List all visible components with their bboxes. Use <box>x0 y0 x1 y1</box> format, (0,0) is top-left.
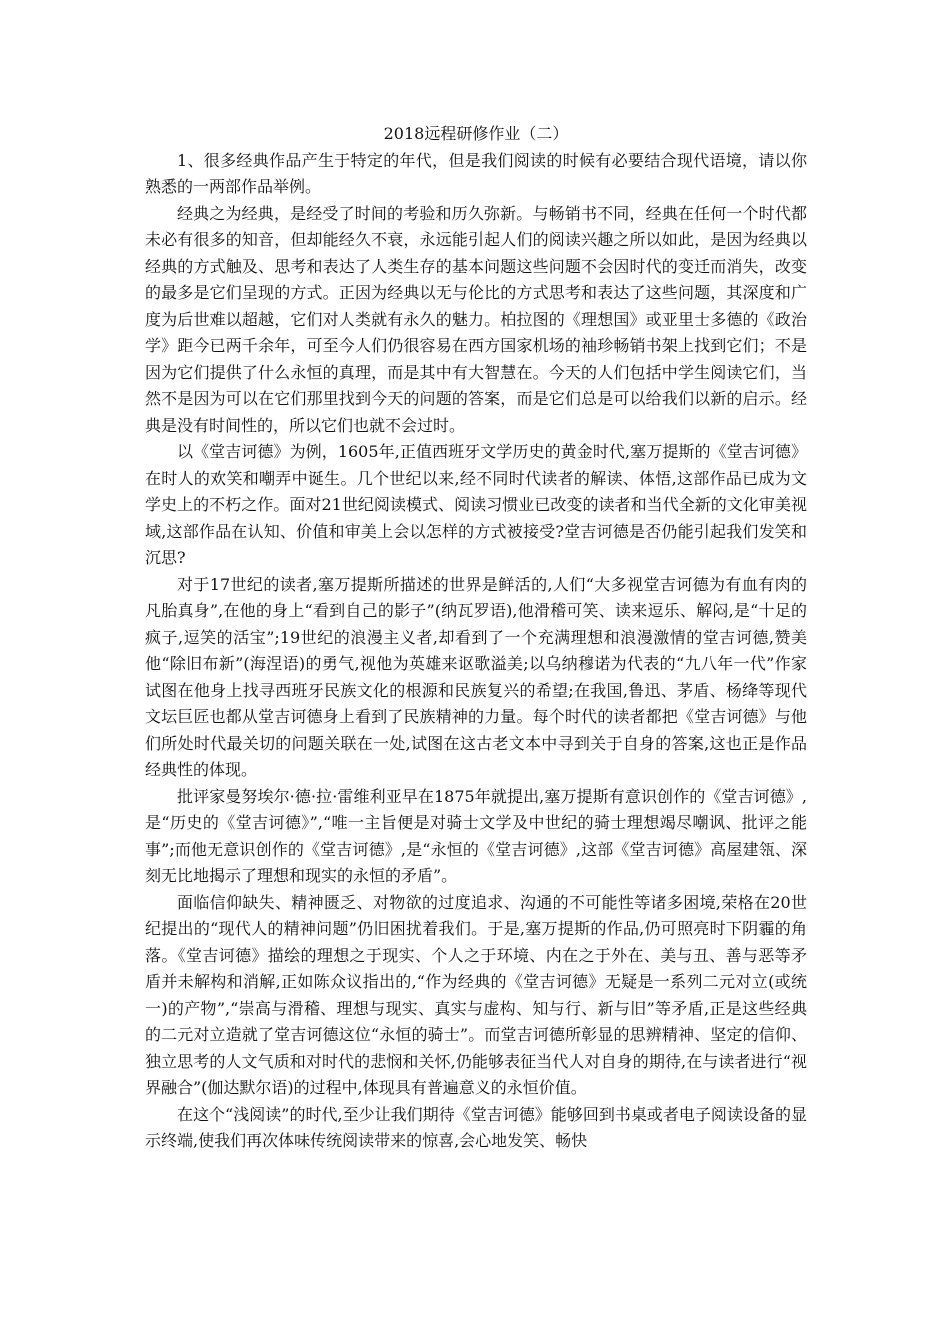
body-paragraph: 在这个“浅阅读”的时代,至少让我们期待《堂吉诃德》能够回到书桌或者电子阅读设备的显示终端,使我们再次体味传统阅读带来的惊喜,会心地发笑、畅快 <box>145 1104 807 1150</box>
body-paragraph: 批评家曼努埃尔·德·拉·雷维利亚早在1875年就提出,塞万提斯有意识创作的《堂吉诃德》,是“历史的《堂吉诃德》”,“唯一主旨便是对骑士文学及中世纪的骑士理想竭尽嘲讽、批评之能事”;而他无意识创作的《堂吉诃德》,是“永恒的《堂吉诃德》,这部《堂吉诃德》高屋建瓴、深刻无比地揭示了理想和现实的永恒的矛盾”。 <box>145 786 807 885</box>
body-paragraph: 对于17世纪的读者,塞万提斯所描述的世界是鲜活的,人们“大多视堂吉诃德为有血有肉的凡胎真身”,在他的身上“看到自己的影子”(纳瓦罗语),他滑稽可笑、读来逗乐、解闷,是“十足的疯子,逗笑的活宝”;19世纪的浪漫主义者,却看到了一个充满理想和浪漫激情的堂吉诃德,赞美他“除旧布新”(海涅语)的勇气,视他为英雄来讴歌溢美;以乌纳穆诺为代表的“九八年一代”作家试图在他身上找寻西班牙民族文化的根源和民族复兴的希望;在我国,鲁迅、茅盾、杨绛等现代文坛巨匠也都从堂吉诃德身上看到了民族精神的力量。每个时代的读者都把《堂吉诃德》与他们所处时代最关切的问题关联在一处,试图在这古老文本中寻到关于自身的答案,这也正是作品经典性的体现。 <box>145 574 807 779</box>
body-paragraph: 面临信仰缺失、精神匮乏、对物欲的过度追求、沟通的不可能性等诸多困境,荣格在20世纪提出的“现代人的精神问题”仍旧困扰着我们。于是,塞万提斯的作品,仍可照亮时下阴霾的角落。《堂吉诃德》描绘的理想之于现实、个人之于环境、内在之于外在、美与丑、善与恶等矛盾并未解构和消解,正如陈众议指出的,“作为经典的《堂吉诃德》无疑是一系列二元对立(或统一)的产物”,“崇高与滑稽、理想与现实、真实与虚构、知与行、新与旧”等矛盾,正是这些经典的二元对立造就了堂吉诃德这位“永恒的骑士”。而堂吉诃德所彰显的思辨精神、坚定的信仰、独立思考的人文气质和对时代的悲悯和关怀,仍能够表征当代人对自身的期待,在与读者进行“视界融合”(伽达默尔语)的过程中,体现具有普遍意义的永恒价值。 <box>145 892 807 1097</box>
document-page <box>145 121 807 1155</box>
body-paragraph: 经典之为经典，是经受了时间的考验和历久弥新。与畅销书不同，经典在任何一个时代都未必有很多的知音，但却能经久不衰，永远能引起人们的阅读兴趣之所以如此，是因为经典以经典的方式触及、思考和表达了人类生存的基本问题这些问题不会因时代的变迁而消失，改变的最多是它们呈现的方式。正因为经典以无与伦比的方式思考和表达了这些问题，其深度和广度为后世难以超越，它们对人类就有永久的魅力。柏拉图的《理想国》或亚里士多德的《政治学》距今已两千余年，可至今人们仍很容易在西方国家机场的袖珍畅销书架上找到它们；不是因为它们提供了什么永恒的真理，而是其中有大智慧在。今天的人们包括中学生阅读它们，当然不是因为可以在它们那里找到今天的问题的答案，而是它们总是可以给我们以新的启示。经典是没有时间性的，所以它们也就不会过时。 <box>145 203 807 435</box>
document-title: 2018远程研修作业（二） <box>383 124 569 143</box>
question-paragraph: 1、很多经典作品产生于特定的年代，但是我们阅读的时候有必要结合现代语境，请以你熟悉的一两部作品举例。 <box>145 150 807 196</box>
body-paragraph: 以《堂吉诃德》为例，1605年,正值西班牙文学历史的黄金时代,塞万提斯的《堂吉诃德》在时人的欢笑和嘲弄中诞生。几个世纪以来,经不同时代读者的解读、体悟,这部作品已成为文学史上的不朽之作。面对21世纪阅读模式、阅读习惯业已改变的读者和当代全新的文化审美视域,这部作品在认知、价值和审美上会以怎样的方式被接受?堂吉诃德是否仍能引起我们发笑和沉思? <box>145 442 807 567</box>
